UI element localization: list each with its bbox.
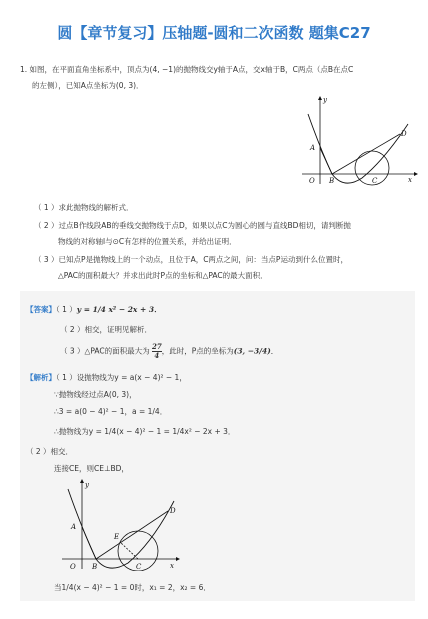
analysis-line-1 xyxy=(26,371,187,385)
problem-text xyxy=(20,62,415,94)
fig2-label-c: C xyxy=(136,563,142,571)
answer-2: 相交，证明见解析． xyxy=(84,325,153,334)
answer-3-mid: ，此时，P点的坐标为 xyxy=(161,346,234,356)
problem-line-1-text: 如图，在平面直角坐标系中，顶点为(4, −1)的抛物线交y轴于A点，交x轴于B，C两点（点B在点C xyxy=(29,65,354,74)
fig1-label-o: O xyxy=(309,177,315,185)
part-1-label: （ 1 ） xyxy=(34,203,59,212)
fig2-x-arrow xyxy=(176,557,180,561)
fig2-y-arrow xyxy=(80,479,84,483)
fig2-parabola xyxy=(68,489,174,568)
answer-3-frac-den: 4 xyxy=(154,351,160,360)
fig2-label-d: D xyxy=(170,507,176,515)
fig1-label-x: x xyxy=(408,176,412,184)
analysis-part-2-b: 连接CE，则CE⊥BD， xyxy=(54,464,129,473)
answer-2-label: （ 2 ） xyxy=(60,325,85,334)
answer-line-2 xyxy=(60,323,152,337)
analysis-step-1: 设抛物线为y = a(x − 4)² − 1， xyxy=(76,373,187,382)
fig2-label-a: A xyxy=(71,523,77,531)
fig1-label-y: y xyxy=(323,96,327,104)
answer-1: y = 1/4 x² − 2x + 3． xyxy=(76,305,162,314)
answer-line-1 xyxy=(26,303,162,317)
fig1-line-ab xyxy=(320,148,332,174)
answer-3-prefix: △PAC的面积最大为 xyxy=(84,346,150,356)
answer-tag: 【答案】 xyxy=(26,305,56,314)
part-2 xyxy=(34,218,419,250)
fig1-parabola xyxy=(308,114,408,183)
fig1-label-c: C xyxy=(372,177,378,185)
part-3-text: 已知点P是抛物线上的一个动点，且位于A，C两点之间，问：当点P运动到什么位置时， xyxy=(58,255,348,264)
analysis-tag: 【解析】 xyxy=(26,373,56,382)
fig1-y-arrow xyxy=(318,96,322,100)
answer-3-frac-num: 27 xyxy=(151,342,162,351)
problem-line-2: 的左侧），已知A点坐标为(0, 3)． xyxy=(32,81,144,90)
analysis-last-line: 当1/4(x − 4)² − 1 = 0时，x₁ = 2，x₂ = 6． xyxy=(54,583,211,592)
answer-3-end: ． xyxy=(270,346,279,356)
part-2-label: （ 2 ） xyxy=(34,221,59,230)
part-1-text: 求此抛物线的解析式． xyxy=(58,203,134,212)
fig2-label-x: x xyxy=(170,562,174,570)
figure-1 xyxy=(296,94,420,188)
part-2-text: 过点B作线段AB的垂线交抛物线于点D，如果以点C为圆心的圆与直线BD相切，请判断抛 xyxy=(58,221,351,230)
answer-3-label: （ 3 ） xyxy=(60,346,85,356)
fig1-label-b: B xyxy=(329,177,335,185)
answer-1-label: （ 1 ） xyxy=(56,305,77,314)
fig2-label-b: B xyxy=(92,563,98,571)
part-1 xyxy=(34,200,419,216)
analysis-part-2-text: 相交． xyxy=(50,447,74,456)
analysis-part-2-label: （ 2 ） xyxy=(26,447,51,456)
fig2-line-ce xyxy=(120,542,138,559)
fig2-label-o: O xyxy=(70,563,76,571)
part-3-label: （ 3 ） xyxy=(34,255,59,264)
fig1-label-d: D xyxy=(401,130,407,138)
page-title: 圆【章节复习】压轴题-圆和二次函数 题集C27 xyxy=(57,24,371,42)
analysis-step-3: ∴3 = a(0 − 4)² − 1，a = 1/4． xyxy=(54,407,168,416)
fig1-label-a: A xyxy=(310,144,316,152)
fig2-label-y: y xyxy=(85,481,89,489)
problem-line-1 xyxy=(20,62,415,78)
analysis-step-4: ∴抛物线为y = 1/4(x − 4)² − 1 = 1/4x² − 2x + 3． xyxy=(54,427,236,436)
part-3-text-2: △PAC的面积最大？并求出此时P点的坐标和△PAC的最大面积． xyxy=(58,271,268,280)
fig1-x-arrow xyxy=(414,172,418,176)
answer-3-fraction xyxy=(152,343,162,360)
analysis-part-2 xyxy=(26,445,73,459)
part-2-text-2: 物线的对称轴l与⊙C有怎样的位置关系，并给出证明． xyxy=(58,237,237,246)
fig2-line-ab xyxy=(82,527,96,559)
analysis-step-2: ∵抛物线经过点A(0, 3)， xyxy=(54,390,137,399)
analysis-1-label: （ 1 ） xyxy=(56,373,77,382)
fig2-line-bd xyxy=(96,511,168,559)
answer-line-3 xyxy=(60,343,278,360)
part-3 xyxy=(34,252,419,284)
answer-3-point: (3, −3/4) xyxy=(233,346,271,356)
answer-box xyxy=(20,291,415,601)
problem-number: 1. xyxy=(20,65,28,74)
figure-2 xyxy=(56,479,186,571)
fig1-line-bd xyxy=(332,134,400,174)
fig2-label-e: E xyxy=(114,533,120,541)
